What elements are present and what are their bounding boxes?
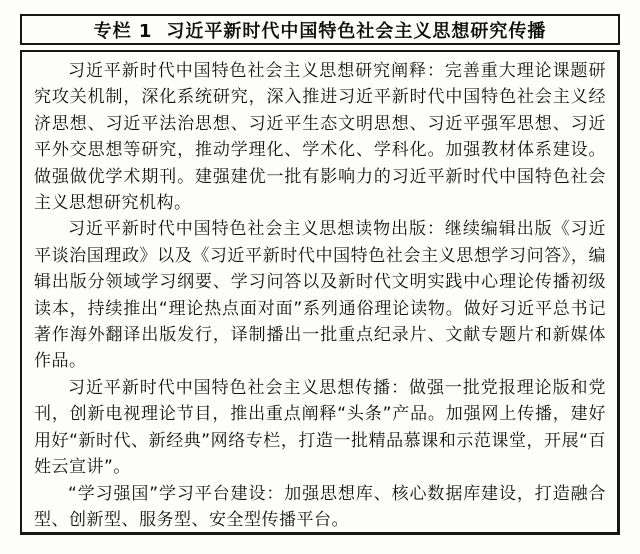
paragraph-research-interpretation: 习近平新时代中国特色社会主义思想研究阐释：完善重大理论课题研究攻关机制，深化系统研究，深入推进习近平新时代中国特色社会主义经济思想、习近平法治思想、习近平生态文明思想、习近平强军思想、习近平外交思想等研究，推动学理化、学术化、学科化。加强教材体系建设。做强做优学术期刊。建强建优一批有影响力的习近平新时代中国特色社会主义思想研究机构。 (34, 61, 606, 214)
column-number-label: 专栏 1 (93, 20, 153, 42)
column-title: 习近平新时代中国特色社会主义思想研究传播 (166, 20, 547, 42)
paragraph-xuexi-qiangguo-platform: “学习强国”学习平台建设：加强思想库、核心数据库建设，打造融合型、创新型、服务型、安全型传播平台。 (34, 483, 606, 530)
column-body (20, 50, 620, 535)
paragraph-thought-dissemination: 习近平新时代中国特色社会主义思想传播：做强一批党报理论版和党刊，创新电视理论节目，推出重点阐释“头条”产品。加强网上传播，建好用好“新时代、新经典”网络专栏，打造一批精品慕课和示范课堂，开展“百姓云宣讲”。 (34, 377, 606, 478)
paragraph-readings-publication: 习近平新时代中国特色社会主义思想读物出版：继续编辑出版《习近平谈治国理政》以及《习近平新时代中国特色社会主义思想学习问答》，编辑出版分领域学习纲要、学习问答以及新时代文明实践中心理论传播初级读本，持续推出“理论热点面对面”系列通俗理论读物。做好习近平总书记著作海外翻译出版发行，译制播出一批重点纪录片、文献专题片和新媒体作品。 (34, 219, 606, 372)
column-header (20, 14, 620, 45)
